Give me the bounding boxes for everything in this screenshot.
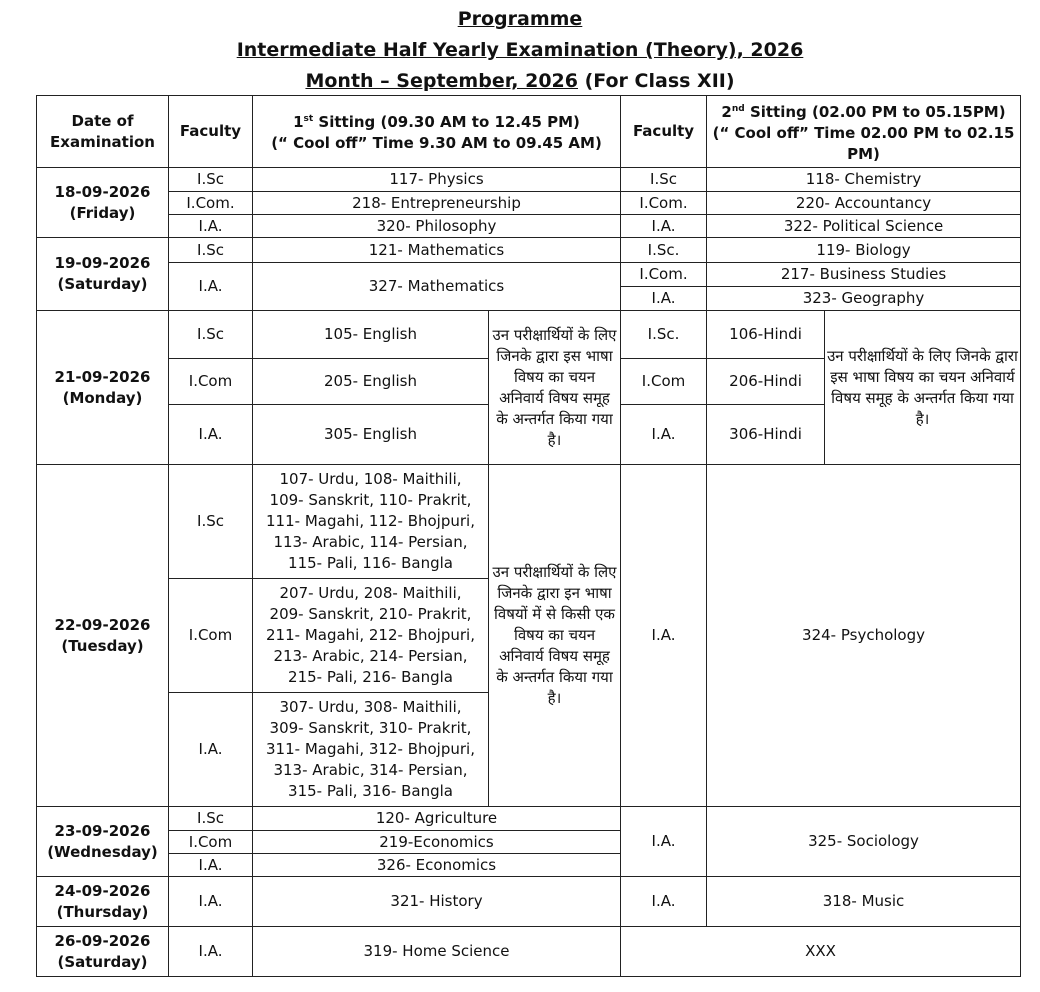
header-faculty-1: Faculty [169,96,253,168]
subject-cell: 318- Music [707,877,1021,927]
table-row [37,168,1021,192]
language-note-3: उन परीक्षार्थियों के लिए जिनके द्वारा इन भाषा विषयों में से किसी एक विषय का चयन अनिवार्य विषय समूह के अन्तर्गत किया गया है। [489,465,621,807]
subject-cell: 219-Economics [253,831,621,854]
faculty-cell: I.A. [169,693,253,807]
faculty-cell: I.A. [621,405,707,465]
subject-cell: 117- Physics [253,168,621,192]
subject-cell: XXX [621,927,1021,977]
title-month: Month – September, 2026 (For Class XII) [305,70,735,92]
header-date: Date of Examination [37,96,169,168]
faculty-cell: I.A. [169,215,253,238]
faculty-cell: I.Com. [621,263,707,287]
subject-cell: 305- English [253,405,489,465]
subject-cell: 121- Mathematics [253,238,621,263]
subject-cell: 327- Mathematics [253,263,621,311]
faculty-cell: I.A. [169,877,253,927]
faculty-cell: I.A. [621,465,707,807]
subject-cell: 118- Chemistry [707,168,1021,192]
subject-cell: 205- English [253,359,489,405]
subject-cell: 307- Urdu, 308- Maithili, 309- Sanskrit, 310- Prakrit, 311- Magahi, 312- Bhojpuri, 313- Arabic, 314- Persian, 315- Pali, 316- Bangla [253,693,489,807]
faculty-cell: I.A. [169,405,253,465]
table-row [37,311,1021,359]
subject-cell: 120- Agriculture [253,807,621,831]
faculty-cell: I.Sc [169,311,253,359]
header-sitting-1: 1st Sitting (09.30 AM to 12.45 PM) (“ Cool off” Time 9.30 AM to 09.45 AM) [253,96,621,168]
title-exam: Intermediate Half Yearly Examination (Theory), 2026 [236,39,804,61]
table-row [37,807,1021,831]
faculty-cell: I.Com [169,579,253,693]
faculty-cell: I.A. [621,877,707,927]
header-row [37,96,1021,168]
subject-cell: 320- Philosophy [253,215,621,238]
table-row [37,877,1021,927]
faculty-cell: I.Com. [621,192,707,215]
subject-cell: 325- Sociology [707,807,1021,877]
language-note-2: उन परीक्षार्थियों के लिए जिनके द्वारा इस भाषा विषय का चयन अनिवार्य विषय समूह के अन्तर्गत किया गया है। [825,311,1021,465]
exam-date-cell: 19-09-2026 (Saturday) [37,238,169,311]
faculty-cell: I.Com [169,359,253,405]
subject-cell: 218- Entrepreneurship [253,192,621,215]
table-row [37,927,1021,977]
faculty-cell: I.A. [621,287,707,311]
exam-date-cell: 22-09-2026 (Tuesday) [37,465,169,807]
subject-cell: 326- Economics [253,854,621,877]
subject-cell: 107- Urdu, 108- Maithili, 109- Sanskrit, 110- Prakrit, 111- Magahi, 112- Bhojpuri, 113- Arabic, 114- Persian, 115- Pali, 116- Bangla [253,465,489,579]
faculty-cell: I.Sc [169,168,253,192]
faculty-cell: I.Com [621,359,707,405]
subject-cell: 105- English [253,311,489,359]
subject-cell: 324- Psychology [707,465,1021,807]
table-row [37,215,1021,238]
table-row [37,465,1021,579]
exam-date-cell: 18-09-2026 (Friday) [37,168,169,238]
faculty-cell: I.A. [621,807,707,877]
table-row [37,238,1021,263]
subject-cell: 321- History [253,877,621,927]
subject-cell: 322- Political Science [707,215,1021,238]
language-note-1: उन परीक्षार्थियों के लिए जिनके द्वारा इस भाषा विषय का चयन अनिवार्य विषय समूह के अन्तर्गत किया गया है। [489,311,621,465]
subject-cell: 220- Accountancy [707,192,1021,215]
faculty-cell: I.Sc [621,168,707,192]
faculty-cell: I.Com [169,831,253,854]
exam-schedule-table [36,95,1021,977]
faculty-cell: I.A. [169,263,253,311]
table-row [37,192,1021,215]
subject-cell: 217- Business Studies [707,263,1021,287]
header-faculty-2: Faculty [621,96,707,168]
faculty-cell: I.A. [169,927,253,977]
header-sitting-2: 2nd Sitting (02.00 PM to 05.15PM) (“ Cool off” Time 02.00 PM to 02.15 PM) [707,96,1021,168]
subject-cell: 207- Urdu, 208- Maithili, 209- Sanskrit, 210- Prakrit, 211- Magahi, 212- Bhojpuri, 213- Arabic, 214- Persian, 215- Pali, 216- Bangla [253,579,489,693]
subject-cell: 206-Hindi [707,359,825,405]
exam-date-cell: 23-09-2026 (Wednesday) [37,807,169,877]
faculty-cell: I.Com. [169,192,253,215]
faculty-cell: I.Sc [169,238,253,263]
subject-cell: 306-Hindi [707,405,825,465]
subject-cell: 119- Biology [707,238,1021,263]
exam-date-cell: 24-09-2026 (Thursday) [37,877,169,927]
exam-date-cell: 26-09-2026 (Saturday) [37,927,169,977]
faculty-cell: I.Sc [169,465,253,579]
table-row [37,263,1021,287]
title-programme: Programme [457,8,583,30]
faculty-cell: I.A. [621,215,707,238]
subject-cell: 106-Hindi [707,311,825,359]
subject-cell: 319- Home Science [253,927,621,977]
document-titles [0,4,1040,97]
faculty-cell: I.Sc [169,807,253,831]
exam-date-cell: 21-09-2026 (Monday) [37,311,169,465]
faculty-cell: I.A. [169,854,253,877]
faculty-cell: I.Sc. [621,238,707,263]
faculty-cell: I.Sc. [621,311,707,359]
subject-cell: 323- Geography [707,287,1021,311]
